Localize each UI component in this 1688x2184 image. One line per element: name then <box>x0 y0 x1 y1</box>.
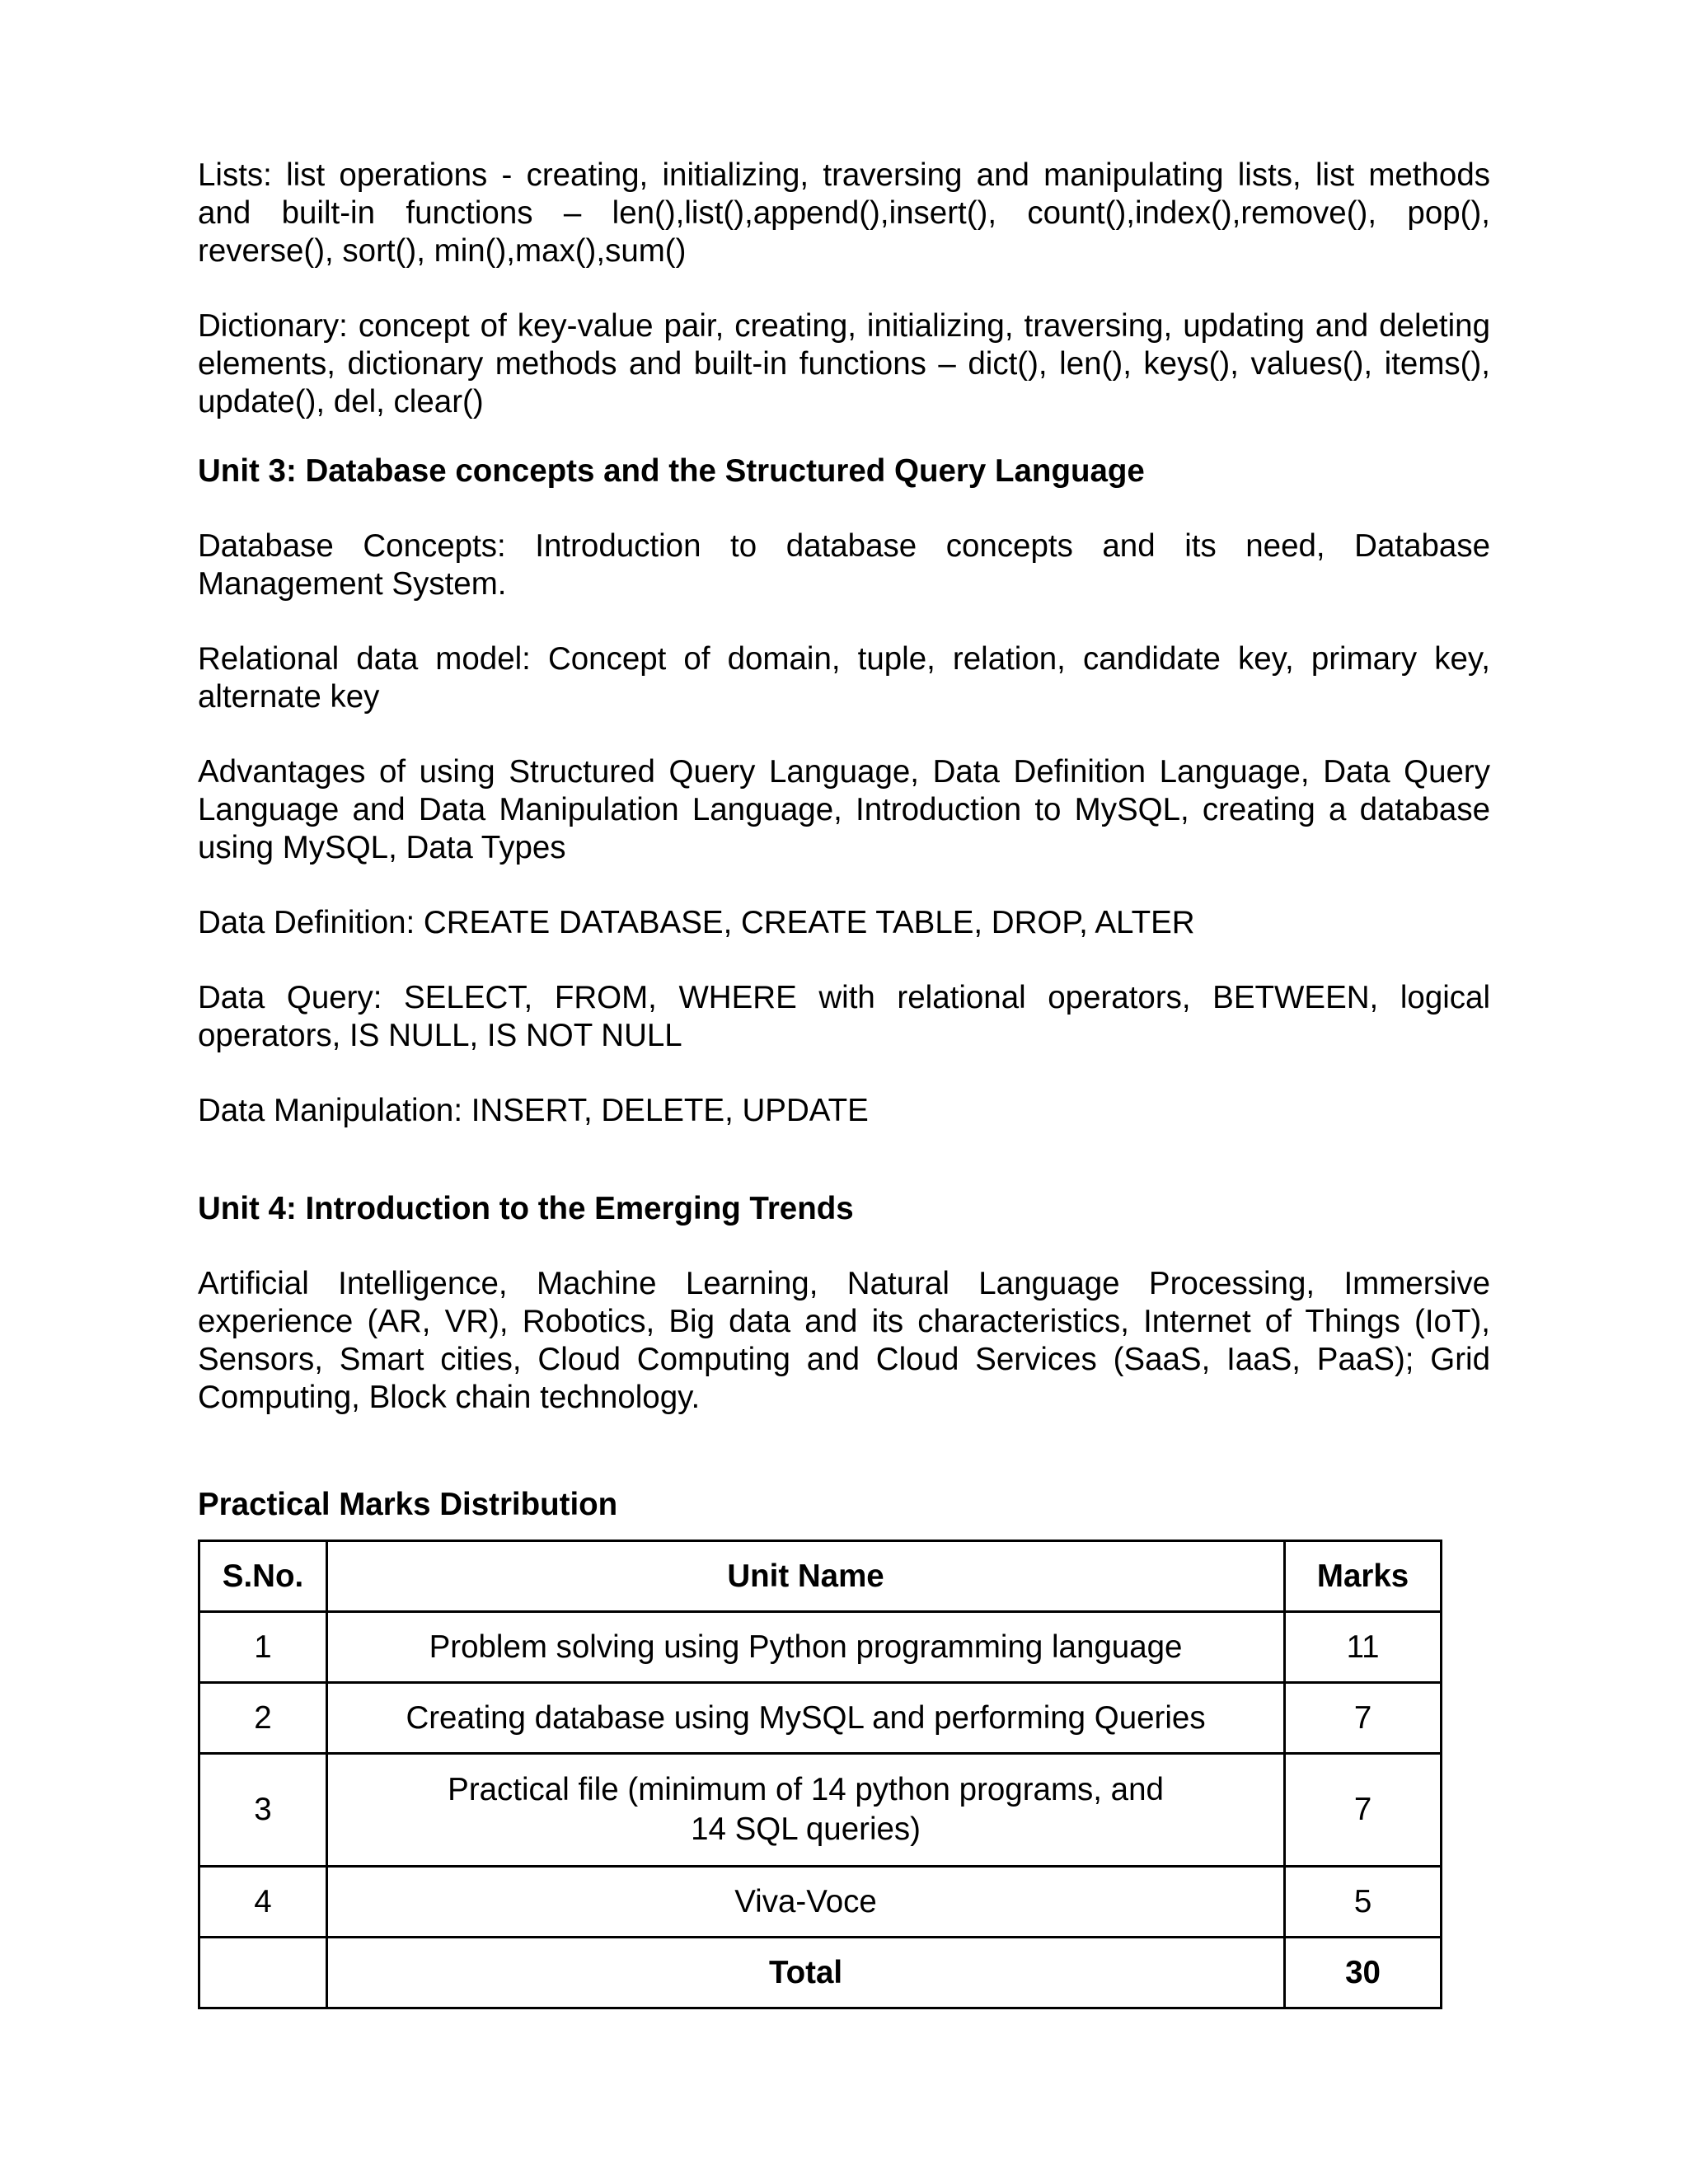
table-row <box>199 1754 1442 1867</box>
header-marks: Marks <box>1285 1541 1442 1612</box>
cell-sno: 2 <box>199 1683 327 1754</box>
cell-marks: 7 <box>1285 1754 1442 1867</box>
cell-sno: 1 <box>199 1612 327 1683</box>
total-label: Total <box>326 1938 1284 2008</box>
cell-unit-name: Problem solving using Python programming language <box>326 1612 1284 1683</box>
cell-marks: 11 <box>1285 1612 1442 1683</box>
cell-sno: 3 <box>199 1754 327 1867</box>
total-marks: 30 <box>1285 1938 1442 2008</box>
advantages-sql-paragraph: Advantages of using Structured Query Language, Data Definition Language, Data Query Language and Data Manipulation Language, Introduction to MySQL, creating a database using MySQL, Data Types <box>198 754 1490 865</box>
data-query-paragraph: Data Query: SELECT, FROM, WHERE with relational operators, BETWEEN, logical operators, IS NULL, IS NOT NULL <box>198 980 1490 1053</box>
header-sno: S.No. <box>199 1541 327 1612</box>
lists-paragraph: Lists: list operations - creating, initializing, traversing and manipulating lists, list methods and built-in functions – len(),list(),append(),insert(), count(),index(),remove(), pop(), reverse(), sort(), min(),max(),sum() <box>198 157 1490 269</box>
relational-model-paragraph: Relational data model: Concept of domain, tuple, relation, candidate key, primary key, alternate key <box>198 641 1490 715</box>
header-unit-name: Unit Name <box>326 1541 1284 1612</box>
dictionary-paragraph: Dictionary: concept of key-value pair, creating, initializing, traversing, updating and deleting elements, dictionary methods and built-in functions – dict(), len(), keys(), values(), items(), update(), del, clear() <box>198 308 1490 419</box>
document-page <box>198 157 1490 1524</box>
table-row <box>199 1867 1442 1938</box>
unit4-heading: Unit 4: Introduction to the Emerging Trends <box>198 1191 854 1226</box>
emerging-trends-paragraph: Artificial Intelligence, Machine Learning, Natural Language Processing, Immersive experience (AR, VR), Robotics, Big data and its characteristics, Internet of Things (IoT), Sensors, Smart cities, Cloud Computing and Cloud Services (SaaS, IaaS, PaaS); Grid Computing, Block chain technology. <box>198 1266 1490 1415</box>
cell-sno: 4 <box>199 1867 327 1938</box>
unit3-heading: Unit 3: Database concepts and the Structured Query Language <box>198 453 1145 489</box>
database-concepts-paragraph: Database Concepts: Introduction to database concepts and its need, Database Management System. <box>198 528 1490 602</box>
cell-unit-name: Creating database using MySQL and performing Queries <box>326 1683 1284 1754</box>
data-manipulation-paragraph: Data Manipulation: INSERT, DELETE, UPDATE <box>198 1093 869 1128</box>
practical-marks-heading: Practical Marks Distribution <box>198 1487 618 1522</box>
table-header-row <box>199 1541 1442 1612</box>
cell-unit-name: Viva-Voce <box>326 1867 1284 1938</box>
practical-marks-table <box>198 1540 1442 2009</box>
table-row <box>199 1612 1442 1683</box>
cell-sno <box>199 1938 327 2008</box>
cell-marks: 5 <box>1285 1867 1442 1938</box>
table-row <box>199 1683 1442 1754</box>
cell-unit-name: Practical file (minimum of 14 python programs, and 14 SQL queries) <box>326 1754 1284 1867</box>
data-definition-paragraph: Data Definition: CREATE DATABASE, CREATE TABLE, DROP, ALTER <box>198 905 1195 940</box>
total-row <box>199 1938 1442 2008</box>
cell-marks: 7 <box>1285 1683 1442 1754</box>
